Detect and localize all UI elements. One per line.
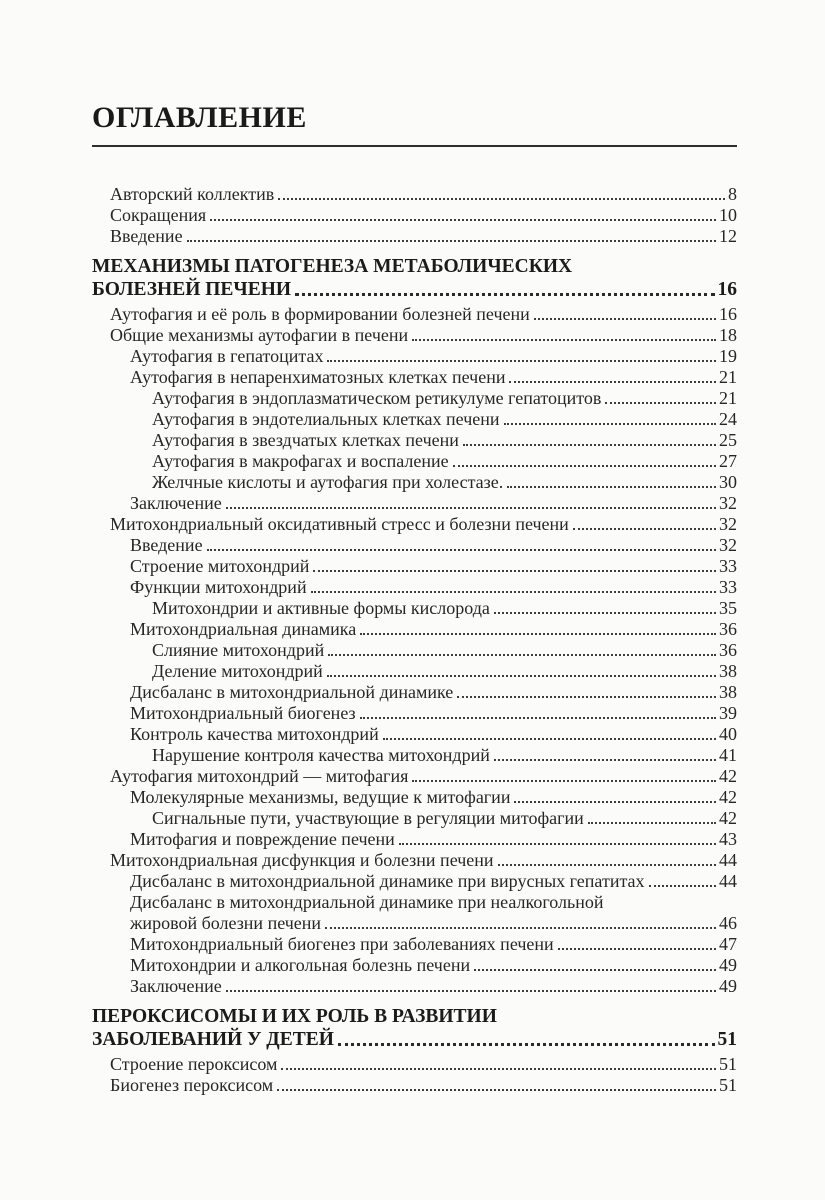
toc-entry-page: 12 bbox=[719, 226, 737, 246]
toc-entry-label: Дисбаланс в митохондриальной динамике при вирусных гепатитах bbox=[130, 871, 645, 891]
toc-entry bbox=[92, 850, 737, 871]
toc-entry-page: 30 bbox=[719, 472, 737, 492]
toc-entry-page: 32 bbox=[719, 493, 737, 513]
toc-entry-label: Молекулярные механизмы, ведущие к митофагии bbox=[130, 787, 511, 807]
toc-dot-leader bbox=[295, 293, 714, 296]
toc-entry-label: Введение bbox=[130, 535, 203, 555]
toc-entry-page: 43 bbox=[719, 829, 737, 849]
toc-entry-page: 51 bbox=[717, 1029, 737, 1050]
toc-entry bbox=[92, 1054, 737, 1075]
toc-dot-leader bbox=[277, 1089, 716, 1091]
toc-entry-label: Аутофагия в гепатоцитах bbox=[130, 346, 324, 366]
toc-entry-page: 49 bbox=[719, 955, 737, 975]
toc-entry-label: Митофагия и повреждение печени bbox=[130, 829, 395, 849]
toc-dot-leader bbox=[278, 198, 725, 200]
toc-dot-leader bbox=[453, 465, 716, 467]
toc-entry-label: Митохондриальный биогенез при заболеваниях печени bbox=[130, 934, 554, 954]
toc-entry bbox=[92, 205, 737, 226]
toc-entry-page: 39 bbox=[719, 703, 737, 723]
toc-dot-leader bbox=[514, 801, 716, 803]
toc-entry-page: 40 bbox=[719, 724, 737, 744]
toc-entry bbox=[92, 304, 737, 325]
toc-entry-page: 47 bbox=[719, 934, 737, 954]
toc-entry bbox=[92, 388, 737, 409]
toc-dot-leader bbox=[383, 738, 716, 740]
toc-entry-page: 36 bbox=[719, 640, 737, 660]
toc-dot-leader bbox=[412, 780, 716, 782]
toc-entry bbox=[92, 325, 737, 346]
toc-entry-label: Биогенез пероксисом bbox=[110, 1075, 274, 1095]
toc-entry-label: Слияние митохондрий bbox=[152, 640, 325, 660]
toc-entry-page: 27 bbox=[719, 451, 737, 471]
toc-entry-label: Заключение bbox=[130, 976, 222, 996]
toc-entry bbox=[92, 409, 737, 430]
toc-entry bbox=[92, 514, 737, 535]
toc-entry bbox=[92, 226, 737, 247]
toc-entry-label: Митохондриальный биогенез bbox=[130, 703, 356, 723]
toc-entry-label: Заключение bbox=[130, 493, 222, 513]
toc-entry-label: Контроль качества митохондрий bbox=[130, 724, 379, 744]
toc-entry-label: Аутофагия в эндоплазматическом ретикулуме гепатоцитов bbox=[152, 388, 602, 408]
toc-entry-label: Аутофагия в эндотелиальных клетках печени bbox=[152, 409, 500, 429]
toc-dot-leader bbox=[313, 570, 716, 572]
toc-entry-page: 8 bbox=[728, 184, 737, 204]
toc-dot-leader bbox=[558, 948, 716, 950]
toc-dot-leader bbox=[534, 318, 716, 320]
toc-entry-page: 25 bbox=[719, 430, 737, 450]
toc-entry-page: 41 bbox=[719, 745, 737, 765]
toc-entry-page: 18 bbox=[719, 325, 737, 345]
toc-entry-label: Аутофагия и её роль в формировании болезней печени bbox=[110, 304, 530, 324]
toc-entry-page: 49 bbox=[719, 976, 737, 996]
toc-dot-leader bbox=[412, 339, 716, 341]
toc-dot-leader bbox=[325, 927, 716, 929]
toc-entry-label: БОЛЕЗНЕЙ ПЕЧЕНИ bbox=[92, 279, 292, 300]
toc-entry bbox=[92, 682, 737, 703]
toc-dot-leader bbox=[509, 381, 716, 383]
toc-entry-page: 42 bbox=[719, 766, 737, 786]
toc-entry-label: Митохондриальная дисфункция и болезни печени bbox=[110, 850, 494, 870]
toc-dot-leader bbox=[328, 654, 716, 656]
toc-entry-page: 10 bbox=[719, 205, 737, 225]
toc-entry-label: Аутофагия митохондрий — митофагия bbox=[110, 766, 409, 786]
toc-entry-label: Общие механизмы аутофагии в печени bbox=[110, 325, 409, 345]
toc-entry-page: 19 bbox=[719, 346, 737, 366]
toc-entry-page: 16 bbox=[717, 279, 737, 300]
toc-dot-leader bbox=[327, 675, 716, 677]
toc-entry bbox=[92, 184, 737, 205]
toc-entry bbox=[92, 640, 737, 661]
toc-dot-leader bbox=[649, 885, 716, 887]
toc-dot-leader bbox=[226, 990, 716, 992]
toc-dot-leader bbox=[507, 486, 716, 488]
toc-dot-leader bbox=[605, 402, 716, 404]
toc-entry-page: 44 bbox=[719, 871, 737, 891]
toc-entry-page: 46 bbox=[719, 913, 737, 933]
toc-entry-label: ПЕРОКСИСОМЫ И ИХ РОЛЬ В РАЗВИТИИ bbox=[92, 1006, 497, 1027]
toc-dot-leader bbox=[498, 864, 716, 866]
toc-entry-label: Желчные кислоты и аутофагия при холестазе. bbox=[152, 472, 504, 492]
toc-entry bbox=[92, 955, 737, 976]
toc-entry-page: 35 bbox=[719, 598, 737, 618]
toc-dot-leader bbox=[573, 528, 716, 530]
toc-entry-label: Строение пероксисом bbox=[110, 1054, 278, 1074]
toc-entry-page: 33 bbox=[719, 556, 737, 576]
toc-entry bbox=[92, 493, 737, 514]
toc-entry-label: Функции митохондрий bbox=[130, 577, 307, 597]
toc-entry bbox=[92, 598, 737, 619]
toc-entry-page: 21 bbox=[719, 367, 737, 387]
toc-entry bbox=[92, 913, 737, 934]
toc-dot-leader bbox=[210, 219, 716, 221]
toc-entry-page: 36 bbox=[719, 619, 737, 639]
toc-dot-leader bbox=[494, 612, 716, 614]
toc-dot-leader bbox=[504, 423, 716, 425]
toc-entry bbox=[92, 808, 737, 829]
toc-dot-leader bbox=[588, 822, 716, 824]
toc-dot-leader bbox=[457, 696, 716, 698]
toc-entry-page: 24 bbox=[719, 409, 737, 429]
toc-dot-leader bbox=[226, 507, 716, 509]
toc-entry-label: Нарушение контроля качества митохондрий bbox=[152, 745, 490, 765]
toc-entry-label: Митохондрии и алкогольная болезнь печени bbox=[130, 955, 471, 975]
toc-entry-label: Сигнальные пути, участвующие в регуляции митофагии bbox=[152, 808, 584, 828]
toc-entry bbox=[92, 703, 737, 724]
toc-dot-leader bbox=[338, 1043, 715, 1046]
toc-entry-page: 38 bbox=[719, 661, 737, 681]
page-title: ОГЛАВЛЕНИЕ bbox=[92, 101, 307, 134]
toc-entry-label: МЕХАНИЗМЫ ПАТОГЕНЕЗА МЕТАБОЛИЧЕСКИХ bbox=[92, 256, 573, 277]
toc-dot-leader bbox=[494, 759, 716, 761]
toc-entry-page: 42 bbox=[719, 787, 737, 807]
toc-dot-leader bbox=[399, 843, 716, 845]
toc-entry-label: Сокращения bbox=[110, 205, 207, 225]
toc-entry-page: 33 bbox=[719, 577, 737, 597]
toc-entry bbox=[92, 871, 737, 892]
toc-entry bbox=[92, 1005, 737, 1028]
toc-dot-leader bbox=[187, 240, 716, 242]
toc-dot-leader bbox=[311, 591, 716, 593]
toc-entry bbox=[92, 472, 737, 493]
toc-entry-page: 44 bbox=[719, 850, 737, 870]
toc-entry bbox=[92, 934, 737, 955]
toc-dot-leader bbox=[281, 1068, 716, 1070]
toc-entry-label: Введение bbox=[110, 226, 183, 246]
toc-entry-label: Аутофагия в макрофагах и воспаление bbox=[152, 451, 449, 471]
toc-entry bbox=[92, 577, 737, 598]
toc-entry-label: Митохондриальный оксидативный стресс и болезни печени bbox=[110, 514, 569, 534]
toc-entry-label: жировой болезни печени bbox=[130, 913, 322, 933]
toc-dot-leader bbox=[207, 549, 716, 551]
toc-entry bbox=[92, 1028, 737, 1051]
toc-list bbox=[92, 184, 737, 1096]
toc-entry-page: 16 bbox=[719, 304, 737, 324]
toc-entry bbox=[92, 430, 737, 451]
toc-entry-label: Аутофагия в непаренхиматозных клетках печени bbox=[130, 367, 506, 387]
toc-dot-leader bbox=[360, 633, 716, 635]
toc-entry bbox=[92, 619, 737, 640]
toc-entry bbox=[92, 367, 737, 388]
toc-entry bbox=[92, 278, 737, 301]
toc-entry-label: ЗАБОЛЕВАНИЙ У ДЕТЕЙ bbox=[92, 1029, 334, 1050]
toc-entry-label: Строение митохондрий bbox=[130, 556, 310, 576]
toc-entry-page: 42 bbox=[719, 808, 737, 828]
toc-entry-page: 32 bbox=[719, 535, 737, 555]
toc-entry bbox=[92, 724, 737, 745]
toc-entry-label: Митохондриальная динамика bbox=[130, 619, 357, 639]
title-rule bbox=[92, 145, 737, 147]
toc-entry bbox=[92, 976, 737, 997]
toc-entry-page: 51 bbox=[719, 1075, 737, 1095]
toc-entry bbox=[92, 1075, 737, 1096]
toc-entry-label: Дисбаланс в митохондриальной динамике bbox=[130, 682, 454, 702]
toc-entry bbox=[92, 535, 737, 556]
toc-entry-page: 38 bbox=[719, 682, 737, 702]
toc-entry bbox=[92, 661, 737, 682]
toc-entry bbox=[92, 892, 737, 913]
toc-entry-label: Аутофагия в звездчатых клетках печени bbox=[152, 430, 459, 450]
toc-entry bbox=[92, 829, 737, 850]
toc-dot-leader bbox=[360, 717, 716, 719]
toc-entry bbox=[92, 451, 737, 472]
toc-dot-leader bbox=[463, 444, 716, 446]
toc-entry-page: 51 bbox=[719, 1054, 737, 1074]
toc-entry-page: 21 bbox=[719, 388, 737, 408]
toc-entry bbox=[92, 255, 737, 278]
toc-entry-label: Авторский коллектив bbox=[110, 184, 275, 204]
toc-entry-page: 32 bbox=[719, 514, 737, 534]
toc-entry-label: Дисбаланс в митохондриальной динамике при неалкогольной bbox=[130, 892, 604, 912]
toc-dot-leader bbox=[474, 969, 716, 971]
toc-entry bbox=[92, 745, 737, 766]
toc-entry-label: Деление митохондрий bbox=[152, 661, 323, 681]
toc-entry bbox=[92, 346, 737, 367]
toc-entry-label: Митохондрии и активные формы кислорода bbox=[152, 598, 490, 618]
toc-entry bbox=[92, 787, 737, 808]
toc-entry bbox=[92, 556, 737, 577]
toc-entry bbox=[92, 766, 737, 787]
toc-dot-leader bbox=[327, 360, 716, 362]
